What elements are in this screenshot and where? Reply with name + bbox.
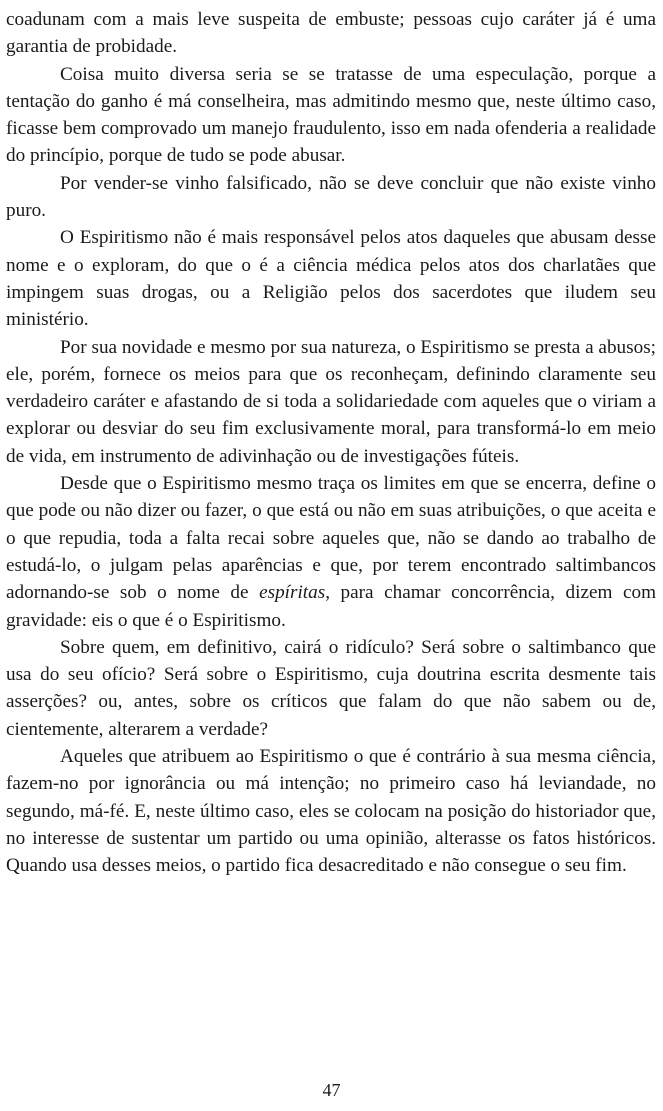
paragraph-limits-text-end: , para chamar concorrência, dizem com gravidade: eis o que é o Espiritismo. [6,582,656,631]
paragraph-wine: Por vender-se vinho falsificado, não se deve concluir que não existe vinho puro. [6,172,656,222]
paragraph-continuation: coadunam com a mais leve suspeita de embuste; pessoas cujo caráter já é uma garantia de probidade. [6,9,656,58]
paragraph-ignorance: Aqueles que atribuem ao Espiritismo o que é contrário à sua mesma ciência, fazem-no por ignorância ou má intenção; no primeiro caso há leviandade, no segundo, má-fé. E, neste último caso, eles se colocam na posição do historiador que, no interesse de sustentar um partido ou uma opinião, alterasse os fatos históricos. Quando usa desses meios, o partido fica desacreditado e não consegue o seu fim. [6,746,656,877]
paragraph-novelty: Por sua novidade e mesmo por sua natureza, o Espiritismo se presta a abusos; ele, porém, fornece os meios para que os reconheçam, definindo claramente seu verdadeiro caráter e afastando de si toda a solidariedade com aqueles que o viriam a explorar ou desviar do seu fim exclusivamente moral, para transformá-lo em meio de vida, em instrumento de adivinhação ou de investigações fúteis. [6,336,656,467]
paragraph-limits-text-start: Desde que o Espiritismo mesmo traça os limites em que se encerra, define o que pode ou não dizer ou fazer, o que está ou não em suas atribuições, o que aceita e o que repudia, toda a falta recai sobre aqueles que, não se dando ao trabalho de estudá-lo, o julgam pelas aparências e que, por terem encontrado saltimbancos adornando-se sob o nome de [6,473,656,604]
paragraph-speculation: Coisa muito diversa seria se se tratasse de uma especulação, porque a tentação do ganho é má conselheira, mas admitindo mesmo que, neste último caso, ficasse bem comprovado um manejo fraudulento, isso em nada ofenderia a realidade do princípio, porque de tudo se pode abusar. [6,63,656,167]
document-page [6,6,656,880]
paragraph-responsibility: O Espiritismo não é mais responsável pelos atos daqueles que abusam desse nome e o exploram, do que o é a ciência médica pelos atos dos charlatães que impingem suas drogas, ou a Religião pelos dos sacerdotes que iludem seu ministério. [6,227,656,331]
paragraph-limits [6,470,656,634]
page-number: 47 [322,1080,341,1100]
emphasis-espiritas: espíritas [259,582,326,604]
paragraph-ridicule: Sobre quem, em definitivo, cairá o ridículo? Será sobre o saltimbanco que usa do seu ofício? Será sobre o Espiritismo, cuja doutrina escrita desmente tais asserções? ou, antes, sobre os críticos que falam do que não sabem ou de, cientemente, alterarem a verdade? [6,636,656,740]
